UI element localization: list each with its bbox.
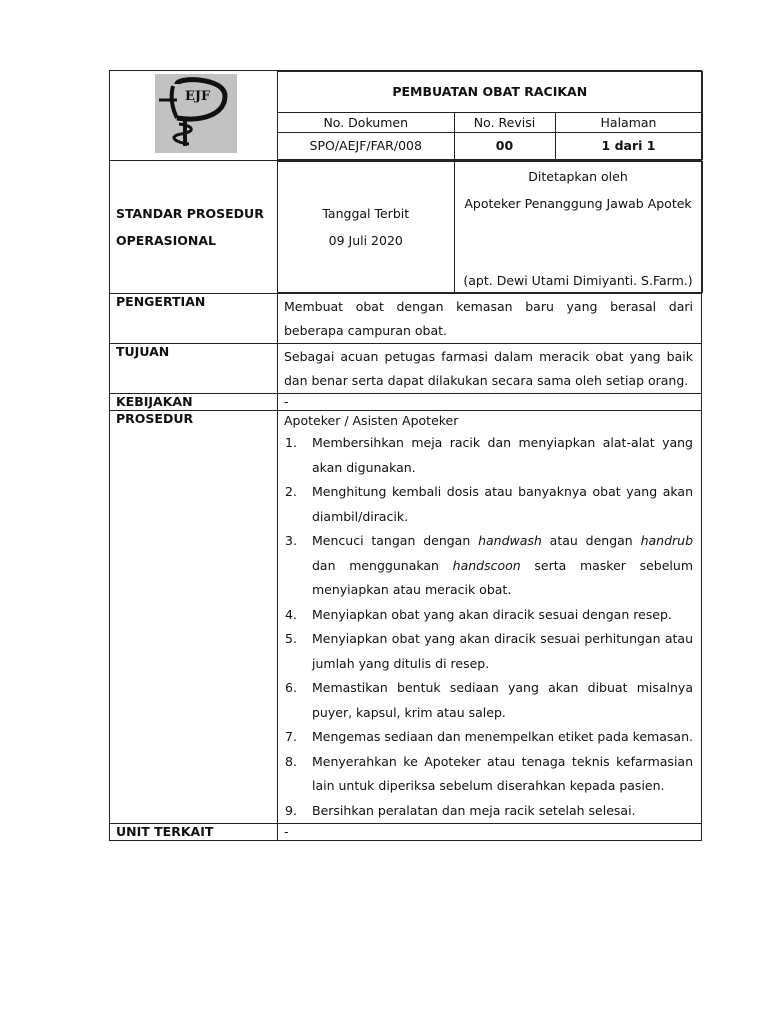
procedure-step: 4. Menyiapkan obat yang akan diracik sesuai dengan resep. xyxy=(285,606,672,622)
unit-terkait-label: UNIT TERKAIT xyxy=(110,824,278,841)
pengertian-text: Membuat obat dengan kemasan baru yang berasal dari beberapa campuran obat. xyxy=(278,294,702,344)
prosedur-label: PROSEDUR xyxy=(110,411,278,824)
standard-info xyxy=(278,161,702,294)
tanggal-label: Tanggal Terbit xyxy=(322,206,410,221)
document-title: PEMBUATAN OBAT RACIKAN xyxy=(278,72,702,113)
tanggal-value: 09 Juli 2020 xyxy=(328,233,403,248)
dokumen-value: SPO/AEJF/FAR/008 xyxy=(278,133,454,160)
procedure-steps xyxy=(285,431,693,823)
standard-label-line2: OPERASIONAL xyxy=(116,233,217,248)
signatory-name: (apt. Dewi Utami Dimiyanti. S.Farm.) xyxy=(463,273,693,288)
procedure-step: 9. Bersihkan peralatan dan meja racik setelah selesai. xyxy=(285,802,636,818)
unit-terkait-text: - xyxy=(278,824,702,841)
col-dokumen-label: No. Dokumen xyxy=(278,113,454,133)
prosedur-heading: Apoteker / Asisten Apoteker xyxy=(284,413,459,428)
pharmacy-bowl-snake-icon xyxy=(155,74,237,153)
procedure-step: 7. Mengemas sediaan dan menempelkan etiket pada kemasan. xyxy=(285,729,693,744)
halaman-value: 1 dari 1 xyxy=(555,133,702,160)
procedure-step: 6. Memastikan bentuk sediaan yang akan dibuat misalnya puyer, kapsul, krim atau salep. xyxy=(285,680,693,720)
prosedur-content xyxy=(278,411,702,824)
logo-cell xyxy=(110,71,278,161)
procedure-step: 3. Mencuci tangan dengan handwash atau dengan handrub dan menggunakan handscoon serta masker sebelum menyiapkan atau meracik obat. xyxy=(285,533,693,597)
tujuan-label: TUJUAN xyxy=(110,344,278,394)
logo xyxy=(155,74,237,153)
jabatan-label: Apoteker Penanggung Jawab Apotek xyxy=(464,196,692,211)
header-block xyxy=(278,71,702,161)
sop-document-table xyxy=(109,70,702,841)
standard-label-line1: STANDAR PROSEDUR xyxy=(116,206,264,221)
ditetapkan-label: Ditetapkan oleh xyxy=(528,169,628,184)
procedure-step: 1. Membersihkan meja racik dan menyiapkan alat-alat yang akan digunakan. xyxy=(285,435,693,475)
kebijakan-label: KEBIJAKAN xyxy=(110,394,278,411)
revisi-value: 00 xyxy=(454,133,555,160)
procedure-step: 2. Menghitung kembali dosis atau banyaknya obat yang akan diambil/diracik. xyxy=(285,484,693,524)
logo-text: EJF xyxy=(185,89,211,104)
pengertian-label: PENGERTIAN xyxy=(110,294,278,344)
tanggal-terbit xyxy=(278,162,454,293)
kebijakan-text: - xyxy=(278,394,702,411)
col-revisi-label: No. Revisi xyxy=(454,113,555,133)
col-halaman-label: Halaman xyxy=(555,113,702,133)
standard-label xyxy=(110,161,278,294)
tujuan-text: Sebagai acuan petugas farmasi dalam meracik obat yang baik dan benar serta dapat dilakukan secara sama oleh setiap orang. xyxy=(278,344,702,394)
procedure-step: 5. Menyiapkan obat yang akan diracik sesuai perhitungan atau jumlah yang ditulis di resep. xyxy=(285,631,693,671)
procedure-step: 8. Menyerahkan ke Apoteker atau tenaga teknis kefarmasian lain untuk diperiksa sebelum diserahkan kepada pasien. xyxy=(285,753,693,793)
ditetapkan-block xyxy=(454,162,702,293)
